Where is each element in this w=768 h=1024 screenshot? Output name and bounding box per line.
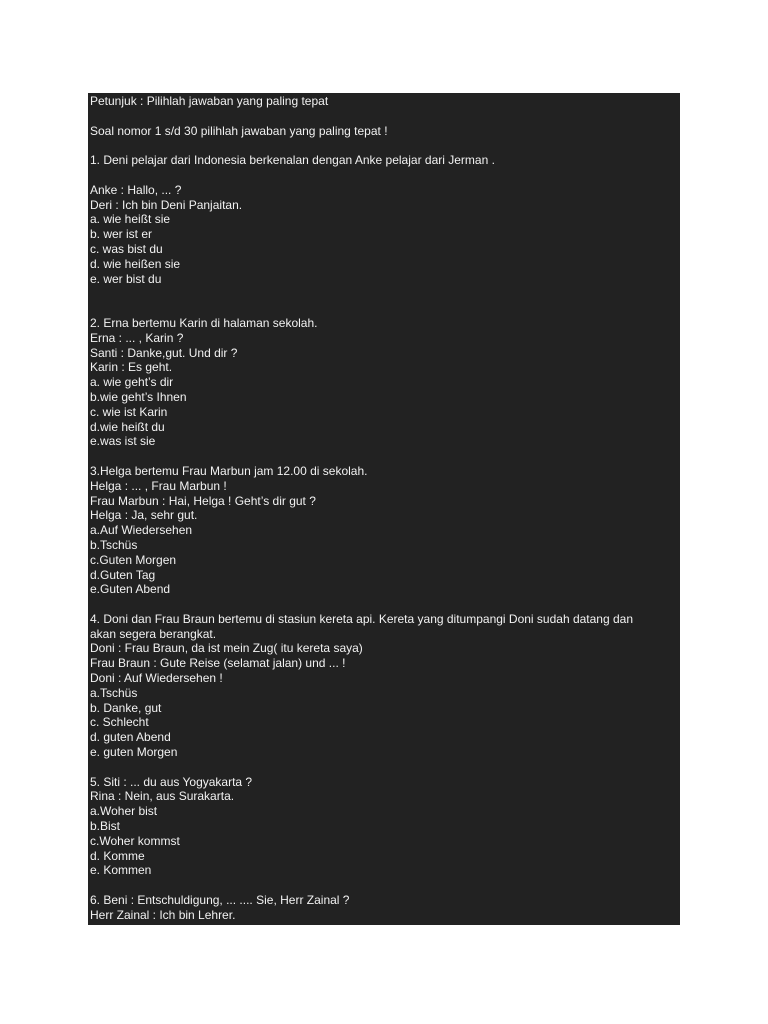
text-line: e.Guten Abend — [90, 582, 171, 597]
text-line: d.Guten Tag — [90, 567, 156, 582]
text-line: Doni : Frau Braun, da ist mein Zug( itu kereta saya) — [90, 641, 363, 656]
text-line: Santi : Danke,gut. Und dir ? — [90, 345, 238, 360]
blank-line — [90, 597, 674, 612]
text-line: d. Komme — [90, 848, 145, 863]
text-line: a.Auf Wiedersehen — [90, 523, 193, 538]
text-line: akan segera berangkat. — [90, 626, 217, 641]
blank-line — [90, 138, 674, 153]
text-line: Petunjuk : Pilihlah jawaban yang paling tepat — [90, 94, 329, 108]
text-line: d. guten Abend — [90, 730, 171, 745]
text-line: 1. Deni pelajar dari Indonesia berkenalan dengan Anke pelajar dari Jerman . — [90, 153, 495, 168]
text-line: c. Schlecht — [90, 715, 149, 730]
text-line: c. was bist du — [90, 241, 163, 256]
text-line: Helga : ... , Frau Marbun ! — [90, 478, 227, 493]
text-line: e.was ist sie — [90, 434, 156, 449]
text-line: 5. Siti : ... du aus Yogyakarta ? — [90, 774, 253, 789]
text-line: c.Woher kommst — [90, 833, 180, 848]
text-line: 2. Erna bertemu Karin di halaman sekolah. — [90, 315, 318, 330]
text-line: b.Tschüs — [90, 537, 138, 552]
text-line: 6. Beni : Entschuldigung, ... .... Sie, Herr Zainal ? — [90, 893, 350, 908]
text-line: e. wer bist du — [90, 271, 162, 286]
text-line: Deri : Ich bin Deni Panjaitan. — [90, 197, 243, 212]
text-line: Erna : ... , Karin ? — [90, 330, 184, 345]
blank-line — [90, 286, 674, 301]
text-line: c.Guten Morgen — [90, 552, 177, 567]
blank-line — [90, 878, 674, 893]
text-line: a.Woher bist — [90, 804, 158, 819]
blank-line — [90, 760, 674, 775]
text-line: d.wie heißt du — [90, 419, 165, 434]
text-line: e. guten Morgen — [90, 745, 178, 760]
text-line: 4. Doni dan Frau Braun bertemu di stasiun kereta api. Kereta yang ditumpangi Doni sudah datang dan — [90, 611, 634, 626]
text-line: Anke : Hallo, ... ? — [90, 182, 182, 197]
text-line: e. Kommen — [90, 863, 152, 878]
text-line: Herr Zainal : Ich bin Lehrer. — [90, 907, 236, 922]
text-line: Helga : Ja, sehr gut. — [90, 508, 198, 523]
text-line: 3.Helga bertemu Frau Marbun jam 12.00 di sekolah. — [90, 463, 368, 478]
blank-line — [90, 301, 674, 316]
text-line: Frau Marbun : Hai, Helga ! Geht’s dir gut ? — [90, 493, 316, 508]
text-line: c. wie ist Karin — [90, 404, 168, 419]
document-page — [88, 93, 680, 925]
blank-line — [90, 109, 674, 124]
document-text — [90, 94, 674, 923]
text-line: Soal nomor 1 s/d 30 pilihlah jawaban yang paling tepat ! — [90, 123, 388, 138]
blank-line — [90, 449, 674, 464]
text-line: b. wer ist er — [90, 227, 153, 242]
text-line: a. wie geht’s dir — [90, 375, 174, 390]
text-line: Frau Braun : Gute Reise (selamat jalan) und ... ! — [90, 656, 346, 671]
text-line: Doni : Auf Wiedersehen ! — [90, 671, 223, 686]
text-line: d. wie heißen sie — [90, 256, 181, 271]
text-line: b.wie geht’s Ihnen — [90, 389, 187, 404]
text-line: b.Bist — [90, 819, 121, 834]
text-line: a. wie heißt sie — [90, 212, 171, 227]
text-line: a.Tschüs — [90, 685, 138, 700]
blank-line — [90, 168, 674, 183]
text-line: Rina : Nein, aus Surakarta. — [90, 789, 235, 804]
text-line: Karin : Es geht. — [90, 360, 173, 375]
text-line: b. Danke, gut — [90, 700, 162, 715]
